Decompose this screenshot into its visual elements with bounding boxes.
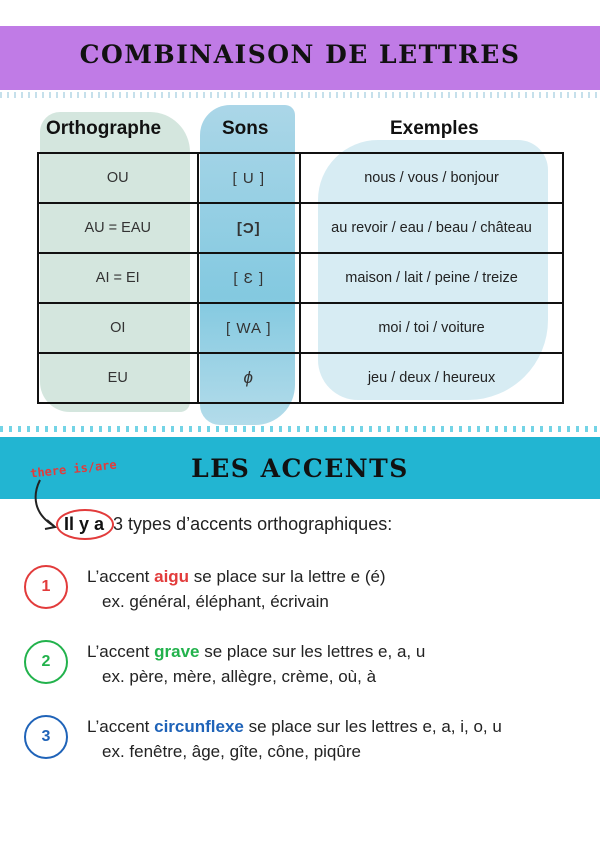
number-badge-1: 1 bbox=[24, 565, 68, 609]
decorative-speckle bbox=[0, 426, 600, 432]
intro-highlight: Il y a bbox=[60, 514, 108, 534]
table-row bbox=[38, 253, 563, 303]
intro-sentence bbox=[60, 514, 392, 535]
rule-suffix: se place sur la lettre e (é) bbox=[189, 567, 386, 586]
accent-name: circunflexe bbox=[154, 717, 244, 736]
column-header-exemples: Exemples bbox=[390, 118, 479, 139]
accent-examples-grave: ex. père, mère, allègre, crème, où, à bbox=[102, 667, 377, 686]
table-row bbox=[38, 303, 563, 353]
header-banner bbox=[0, 26, 600, 90]
accent-examples-circonflexe: ex. fenêtre, âge, gîte, cône, piqûre bbox=[102, 742, 361, 761]
accent-name: grave bbox=[154, 642, 200, 661]
cell-exemples: au revoir / eau / beau / château bbox=[300, 203, 563, 253]
rule-prefix: L’accent bbox=[87, 567, 155, 586]
rule-prefix: L’accent bbox=[87, 717, 155, 736]
cell-son: [ WA ] bbox=[198, 303, 301, 353]
cell-orthographe: AU = EAU bbox=[38, 203, 198, 253]
rule-prefix: L’accent bbox=[87, 642, 155, 661]
cell-orthographe: OU bbox=[38, 153, 198, 203]
accent-name: aigu bbox=[154, 567, 190, 586]
cell-son: [ Ɛ ] bbox=[198, 253, 301, 303]
cell-orthographe: AI = EI bbox=[38, 253, 198, 303]
cell-son: [Ɔ] bbox=[198, 203, 301, 253]
rule-suffix: se place sur les lettres e, a, i, o, u bbox=[243, 717, 502, 736]
accent-rule-aigu bbox=[87, 567, 386, 587]
letter-combination-table bbox=[37, 152, 564, 404]
number-badge-2: 2 bbox=[24, 640, 68, 684]
column-header-orthographe: Orthographe bbox=[46, 118, 162, 139]
accent-rule-grave bbox=[87, 642, 425, 662]
cell-exemples: maison / lait / peine / treize bbox=[300, 253, 563, 303]
accent-examples-aigu: ex. général, éléphant, écrivain bbox=[102, 592, 329, 611]
table-row bbox=[38, 153, 563, 203]
cell-orthographe: OI bbox=[38, 303, 198, 353]
column-header-sons: Sons bbox=[222, 118, 269, 139]
cell-son: [ U ] bbox=[198, 153, 301, 203]
rule-suffix: se place sur les lettres e, a, u bbox=[199, 642, 426, 661]
page-title: COMBINAISON DE LETTRES bbox=[79, 40, 521, 69]
accent-rule-circonflexe bbox=[87, 717, 502, 737]
table-row bbox=[38, 203, 563, 253]
cell-exemples: moi / toi / voiture bbox=[300, 303, 563, 353]
handwritten-note: there is/are bbox=[29, 457, 118, 481]
cell-exemples: nous / vous / bonjour bbox=[300, 153, 563, 203]
number-badge-3: 3 bbox=[24, 715, 68, 759]
decorative-speckle bbox=[0, 92, 600, 98]
table-row bbox=[38, 353, 563, 403]
cell-orthographe: EU bbox=[38, 353, 198, 403]
cell-exemples: jeu / deux / heureux bbox=[300, 353, 563, 403]
cell-son: ɸ bbox=[198, 353, 301, 403]
section-title: LES ACCENTS bbox=[191, 454, 409, 483]
intro-text: 3 types d’accents orthographiques: bbox=[108, 514, 393, 534]
